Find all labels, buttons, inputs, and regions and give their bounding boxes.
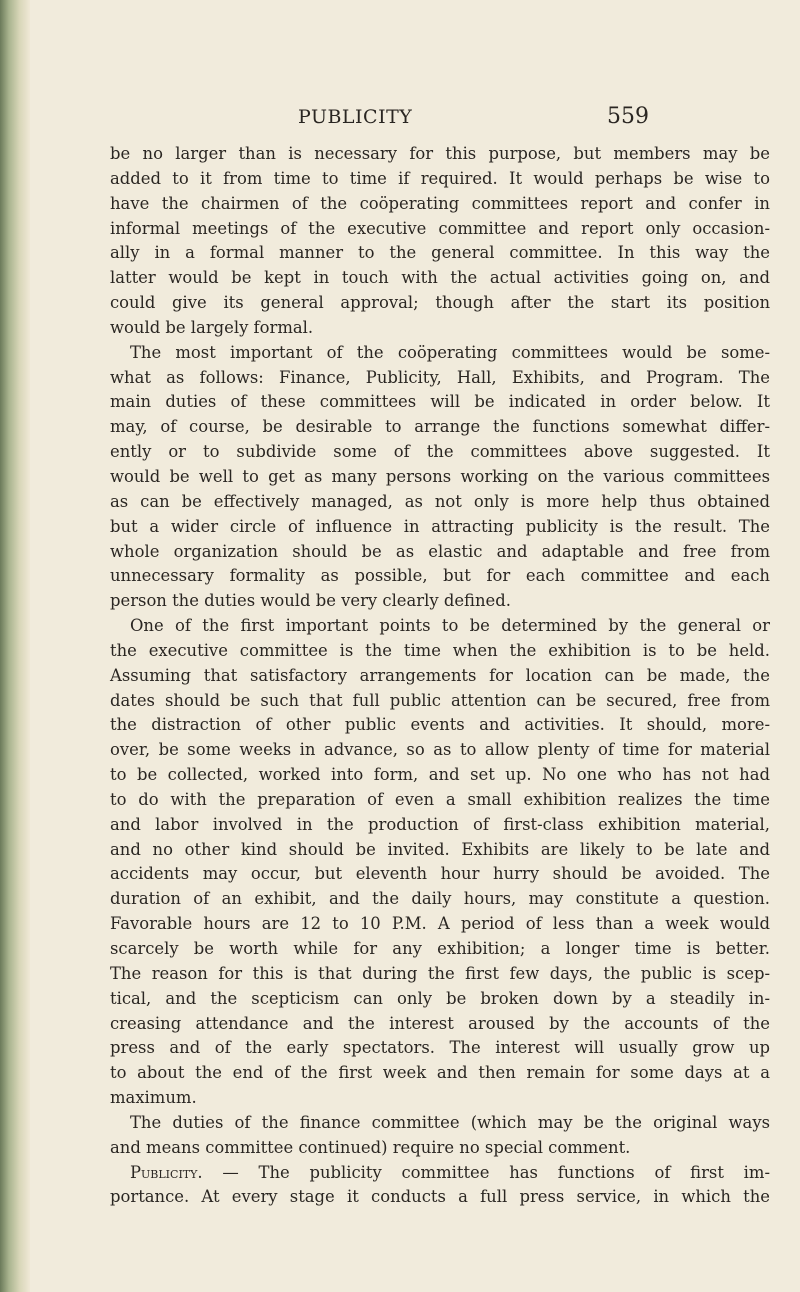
text-line: over, be some weeks in advance, so as to allow plenty of time for material xyxy=(110,740,770,760)
text-line: added to it from time to time if required. It would perhaps be wise to xyxy=(110,168,770,188)
text-line: whole organization should be as elastic and adaptable and free from xyxy=(110,541,770,561)
text-line: Publicity. — The publicity committee has functions of first im- xyxy=(130,1162,770,1182)
text-line: have the chairmen of the coöperating committees report and confer in xyxy=(110,193,770,213)
text-line: Assuming that satisfactory arrangements for location can be made, the xyxy=(110,665,770,685)
text-line: the executive committee is the time when the exhibition is to be held. xyxy=(110,640,770,660)
text-line: but a wider circle of influence in attracting publicity is the result. The xyxy=(110,516,770,536)
text-line: could give its general approval; though after the start its position xyxy=(110,293,770,313)
text-line: be no larger than is necessary for this purpose, but members may be xyxy=(110,144,770,163)
text-line: may, of course, be desirable to arrange the functions somewhat differ- xyxy=(110,417,770,437)
text-line: person the duties would be very clearly defined. xyxy=(110,591,511,611)
text-line: The duties of the finance committee (which may be the original ways xyxy=(130,1112,770,1132)
text-line: would be largely formal. xyxy=(110,317,314,337)
text-line: scarcely be worth while for any exhibition; a longer time is better. xyxy=(110,939,770,958)
text-line: to be collected, worked into form, and set up. No one who has not had xyxy=(110,765,770,785)
text-line: dates should be such that full public attention can be secured, free from xyxy=(110,690,770,710)
text-line: would be well to get as many persons working on the various committees xyxy=(110,466,770,486)
text-line: the distraction of other public events and activities. It should, more- xyxy=(110,715,770,735)
text-line: to do with the preparation of even a small exhibition realizes the time xyxy=(110,789,770,809)
running-title: PUBLICITY xyxy=(298,106,413,128)
text-line: ently or to subdivide some of the committees above suggested. It xyxy=(110,442,770,462)
body-text xyxy=(110,142,770,1210)
text-line: press and of the early spectators. The interest will usually grow up xyxy=(110,1038,770,1058)
text-line: accidents may occur, but eleventh hour hurry should be avoided. The xyxy=(110,864,770,884)
text-line: latter would be kept in touch with the actual activities going on, and xyxy=(110,268,770,288)
text-line: The most important of the coöperating committees would be some- xyxy=(130,342,770,362)
text-line: One of the first important points to be determined by the general or xyxy=(130,616,770,636)
text-line: creasing attendance and the interest aroused by the accounts of the xyxy=(110,1013,770,1033)
text-line: informal meetings of the executive committee and report only occasion- xyxy=(110,218,770,238)
text-line: unnecessary formality as possible, but for each committee and each xyxy=(110,566,770,586)
text-line: tical, and the scepticism can only be broken down by a steadily in- xyxy=(110,988,770,1008)
text-line: The reason for this is that during the first few days, the public is scep- xyxy=(110,963,770,983)
text-line: what as follows: Finance, Publicity, Hall, Exhibits, and Program. The xyxy=(110,367,770,387)
text-line: maximum. xyxy=(110,1088,197,1108)
text-line: and labor involved in the production of first-class exhibition material, xyxy=(110,814,770,834)
text-line: main duties of these committees will be indicated in order below. It xyxy=(110,392,770,412)
text-line: portance. At every stage it conducts a full press service, in which the xyxy=(110,1187,770,1207)
text-line: ally in a formal manner to the general committee. In this way the xyxy=(110,243,770,263)
page-number: 559 xyxy=(607,104,649,129)
text-line: to about the end of the first week and then remain for some days at a xyxy=(110,1063,770,1083)
text-line: duration of an exhibit, and the daily hours, may constitute a question. xyxy=(110,889,770,909)
text-line: and means committee continued) require no special comment. xyxy=(110,1137,631,1157)
text-line: Favorable hours are 12 to 10 P.M. A period of less than a week would xyxy=(110,914,770,934)
text-line: as can be effectively managed, as not only is more help thus obtained xyxy=(110,491,770,511)
running-header xyxy=(0,104,800,144)
section-run-in-heading: Publicity. xyxy=(130,1162,203,1182)
text-line: and no other kind should be invited. Exhibits are likely to be late and xyxy=(110,839,770,859)
